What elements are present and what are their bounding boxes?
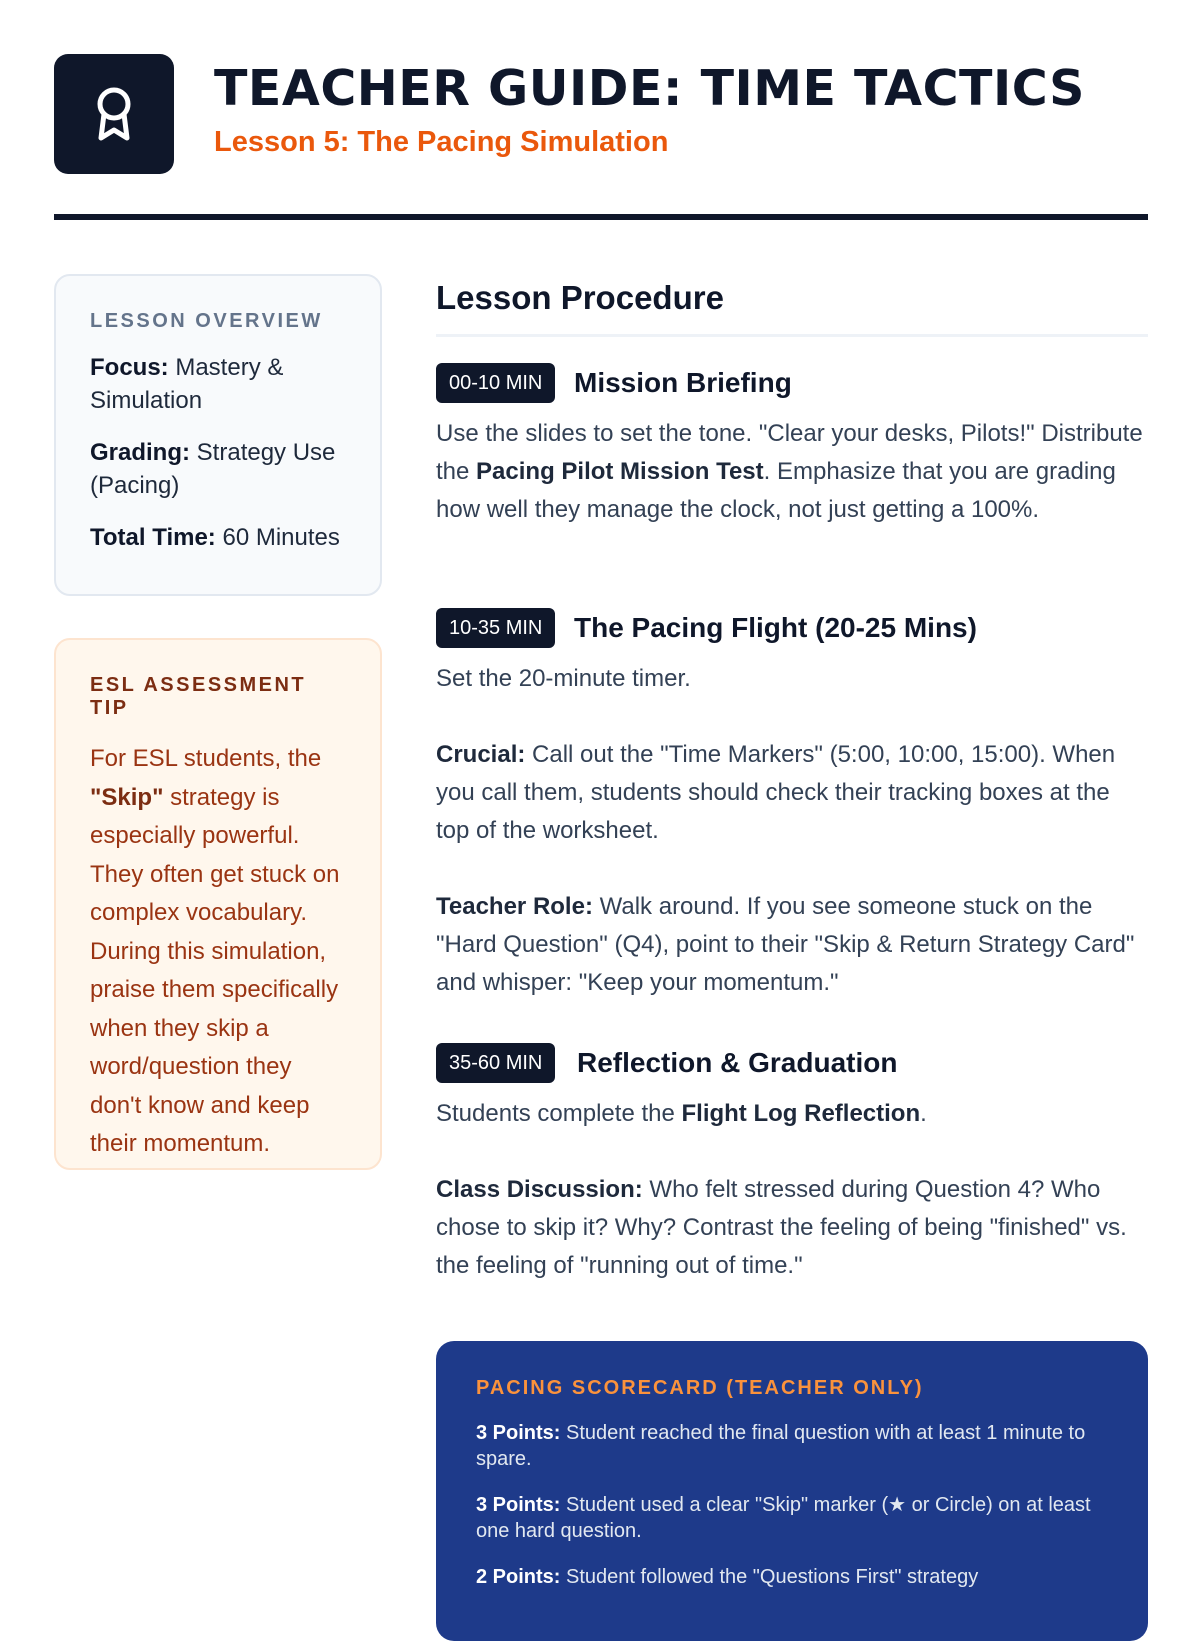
time-badge: 10-35 MIN (436, 608, 555, 648)
award-ribbon-icon (90, 86, 138, 142)
step-mission-briefing (436, 363, 1148, 529)
step-body: Use the slides to set the tone. "Clear your desks, Pilots!" Distribute the Pacing Pilot Mission Test. Emphasize that you are grading how well they manage the clock, not just getting a 100%. (436, 420, 1143, 523)
time-badge: 35-60 MIN (436, 1043, 555, 1083)
logo (54, 54, 174, 174)
overview-label: LESSON OVERVIEW (90, 310, 323, 332)
overview-total-time: Total Time: 60 Minutes (90, 524, 340, 551)
step-pacing-flight (436, 608, 1148, 1002)
pacing-scorecard (436, 1341, 1148, 1641)
scorecard-item: 3 Points: Student reached the final question with at least 1 minute to spare. (476, 1422, 1086, 1470)
page-subtitle: Lesson 5: The Pacing Simulation (214, 126, 669, 158)
page-title: TEACHER GUIDE: TIME TACTICS (214, 60, 1085, 117)
step-body: Set the 20-minute timer. Crucial: Call out the "Time Markers" (5:00, 10:00, 15:00). When you call them, students should check their tracking boxes at the top of the worksheet. Teacher Role: Walk around. If you see someone stuck on the "Hard Question" (Q4), point to their "Skip & Return Strategy Card" and whisper: "Keep your momentum." (436, 665, 1135, 996)
step-reflection (436, 1043, 1148, 1285)
lesson-overview-card (54, 274, 382, 596)
lesson-procedure (436, 278, 1148, 1279)
header-divider (54, 214, 1148, 220)
header (54, 54, 1148, 174)
step-title: Reflection & Graduation (577, 1047, 898, 1078)
scorecard-label: PACING SCORECARD (TEACHER ONLY) (476, 1377, 924, 1399)
step-title: Mission Briefing (574, 367, 792, 398)
procedure-title: Lesson Procedure (436, 279, 724, 316)
page (54, 0, 1148, 1600)
esl-tip-card (54, 638, 382, 1170)
tip-label: ESL ASSESSMENT TIP (90, 674, 307, 719)
time-badge: 00-10 MIN (436, 363, 555, 403)
scorecard-item: 3 Points: Student used a clear "Skip" marker (★ or Circle) on at least one hard question. (476, 1494, 1091, 1542)
overview-focus: Focus: Mastery & Simulation (90, 354, 284, 414)
procedure-divider (436, 334, 1148, 337)
scorecard-item: 2 Points: Student followed the "Questions First" strategy (476, 1566, 979, 1588)
step-body: Students complete the Flight Log Reflection. Class Discussion: Who felt stressed during Question 4? Who chose to skip it? Why? Contrast the feeling of being "finished" vs. the feeling of "running out of time." (436, 1100, 1127, 1279)
tip-text: For ESL students, the "Skip" strategy is especially powerful. They often get stuck on complex vocabulary. During this simulation, praise them specifically when they skip a word/question they don't know and keep their momentum. (90, 745, 340, 1157)
step-title: The Pacing Flight (20-25 Mins) (574, 612, 977, 643)
overview-grading: Grading: Strategy Use (Pacing) (90, 439, 336, 499)
